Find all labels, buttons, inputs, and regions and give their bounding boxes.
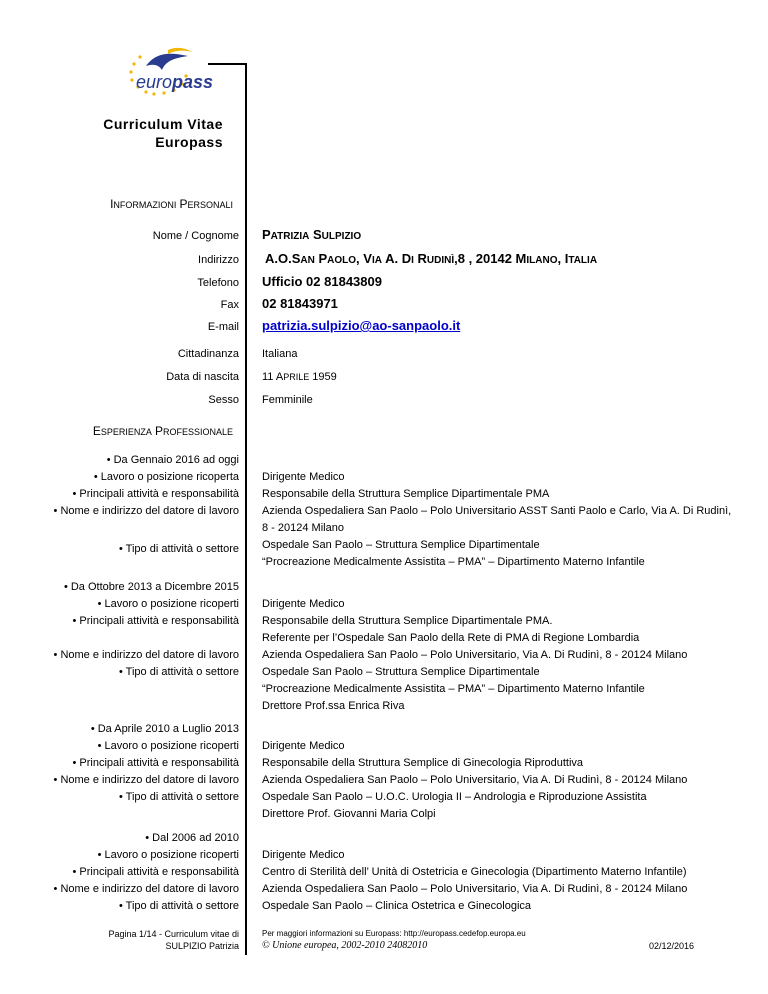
experience-2-labels: • Da Ottobre 2013 a Dicembre 2015 • Lavoro o posizione ricoperti • Principali attività e responsabilità • Nome e indirizzo del datore di lavoro • Tipo di attività o settore — [53, 581, 239, 678]
citizenship-label: Cittadinanza — [177, 348, 239, 360]
phone-label: Telefono — [197, 277, 239, 289]
experience-3-labels: • Da Aprile 2010 a Luglio 2013 • Lavoro o posizione ricoperti • Principali attività e responsabilità • Nome e indirizzo del datore di lavoro • Tipo di attività o settore — [53, 723, 239, 803]
experience-1-values: Dirigente Medico Responsabile della Struttura Semplice Dipartimentale PMA Azienda Ospedaliera San Paolo – Polo Universitario ASST Santi Paolo e Carlo, Via A. Di Rudinì, 8 - 20124 Milano Ospedale San Paolo – Struttura Semplice Dipartimentale “Procreazione Medicalmente Assistita – PMA” – Dipartimento Materno Infantile — [262, 471, 732, 568]
footer-copyright: © Unione europea, 2002-2010 24082010 — [262, 940, 428, 951]
logo-text-euro: euro — [136, 72, 173, 92]
experience-2-values: Dirigente Medico Responsabile della Struttura Semplice Dipartimentale PMA. Referente per l’Ospedale San Paolo della Rete di PMA di Regione Lombardia Azienda Ospedaliera San Paolo – Polo Universitario, Via A. Di Rudinì, 8 - 20124 Milano Ospedale San Paolo – Struttura Semplice Dipartimentale “Procreazione Medicalmente Assistita – PMA” – Dipartimento Materno Infantile Drettore Prof.ssa Enrica Riva — [262, 598, 688, 712]
citizenship-value: Italiana — [262, 348, 298, 360]
footer-page-line1: Pagina 1/14 - Curriculum vitae di — [108, 929, 239, 939]
experience-4-values: Dirigente Medico Centro di Sterilità dell’ Unità di Ostetricia e Ginecologia (Dipartimento Materno Infantile) Azienda Ospedaliera San Paolo – Polo Universitario, Via A. Di Rudinì, 8 - 20124 Milano Ospedale San Paolo – Clinica Ostetrica e Ginecologica — [262, 849, 688, 912]
footer-date: 02/12/2016 — [649, 941, 695, 951]
address-value: A.O.SAN PAOLO, VIA A. DI RUDINÌ,8 , 20142 MILANO, ITALIA — [265, 251, 598, 266]
footer-info-text: Per maggiori informazioni su Europass: http://europass.cedefop.europa.eu — [262, 929, 526, 938]
address-label: Indirizzo — [198, 254, 239, 266]
cv-title-line2: Europass — [155, 134, 223, 150]
sex-label: Sesso — [208, 394, 239, 406]
fax-label: Fax — [220, 299, 239, 311]
sex-value: Femminile — [262, 394, 313, 406]
experience-3-values: Dirigente Medico Responsabile della Struttura Semplice di Ginecologia Riproduttiva Azienda Ospedaliera San Paolo – Polo Universitario, Via A. Di Rudinì, 8 - 20124 Milano Ospedale San Paolo – U.O.C. Urologia II – Andrologia e Riproduzione Assistita Direttore Prof. Giovanni Maria Colpi — [262, 740, 688, 820]
cv-title-line1: Curriculum Vitae — [103, 116, 223, 132]
cv-title — [103, 115, 223, 151]
birth-value: 11 APRILE 1959 — [262, 371, 337, 383]
footer-page-line2: SULPIZIO Patrizia — [165, 941, 239, 951]
section-personal-info: INFORMAZIONI PERSONALI — [110, 197, 233, 211]
logo-text-pass: pass — [172, 72, 214, 92]
email-label: E-mail — [207, 321, 239, 333]
birth-label: Data di nascita — [166, 371, 239, 383]
experience-1-labels: • Da Gennaio 2016 ad oggi • Lavoro o posizione ricoperta • Principali attività e responsabilità • Nome e indirizzo del datore di lavoro • Tipo di attività o settore — [53, 454, 239, 555]
fax-value: 02 81843971 — [262, 296, 338, 311]
column-divider — [245, 63, 247, 955]
svg-text:europass — [136, 72, 213, 92]
figure-icon — [146, 54, 188, 70]
experience-4-labels: • Dal 2006 ad 2010 • Lavoro o posizione ricoperti • Principali attività e responsabilità • Nome e indirizzo del datore di lavoro • Tipo di attività o settore — [53, 832, 239, 912]
footer-europass-info — [262, 928, 526, 952]
email-link[interactable]: patrizia.sulpizio@ao-sanpaolo.it — [262, 318, 461, 333]
section-experience: ESPERIENZA PROFESSIONALE — [92, 424, 233, 438]
name-value: PATRIZIA SULPIZIO — [262, 227, 362, 242]
footer-page-info — [108, 928, 239, 952]
name-label: Nome / Cognome — [152, 230, 239, 242]
europass-logo — [118, 42, 228, 110]
phone-value: Ufficio 02 81843809 — [262, 274, 382, 289]
